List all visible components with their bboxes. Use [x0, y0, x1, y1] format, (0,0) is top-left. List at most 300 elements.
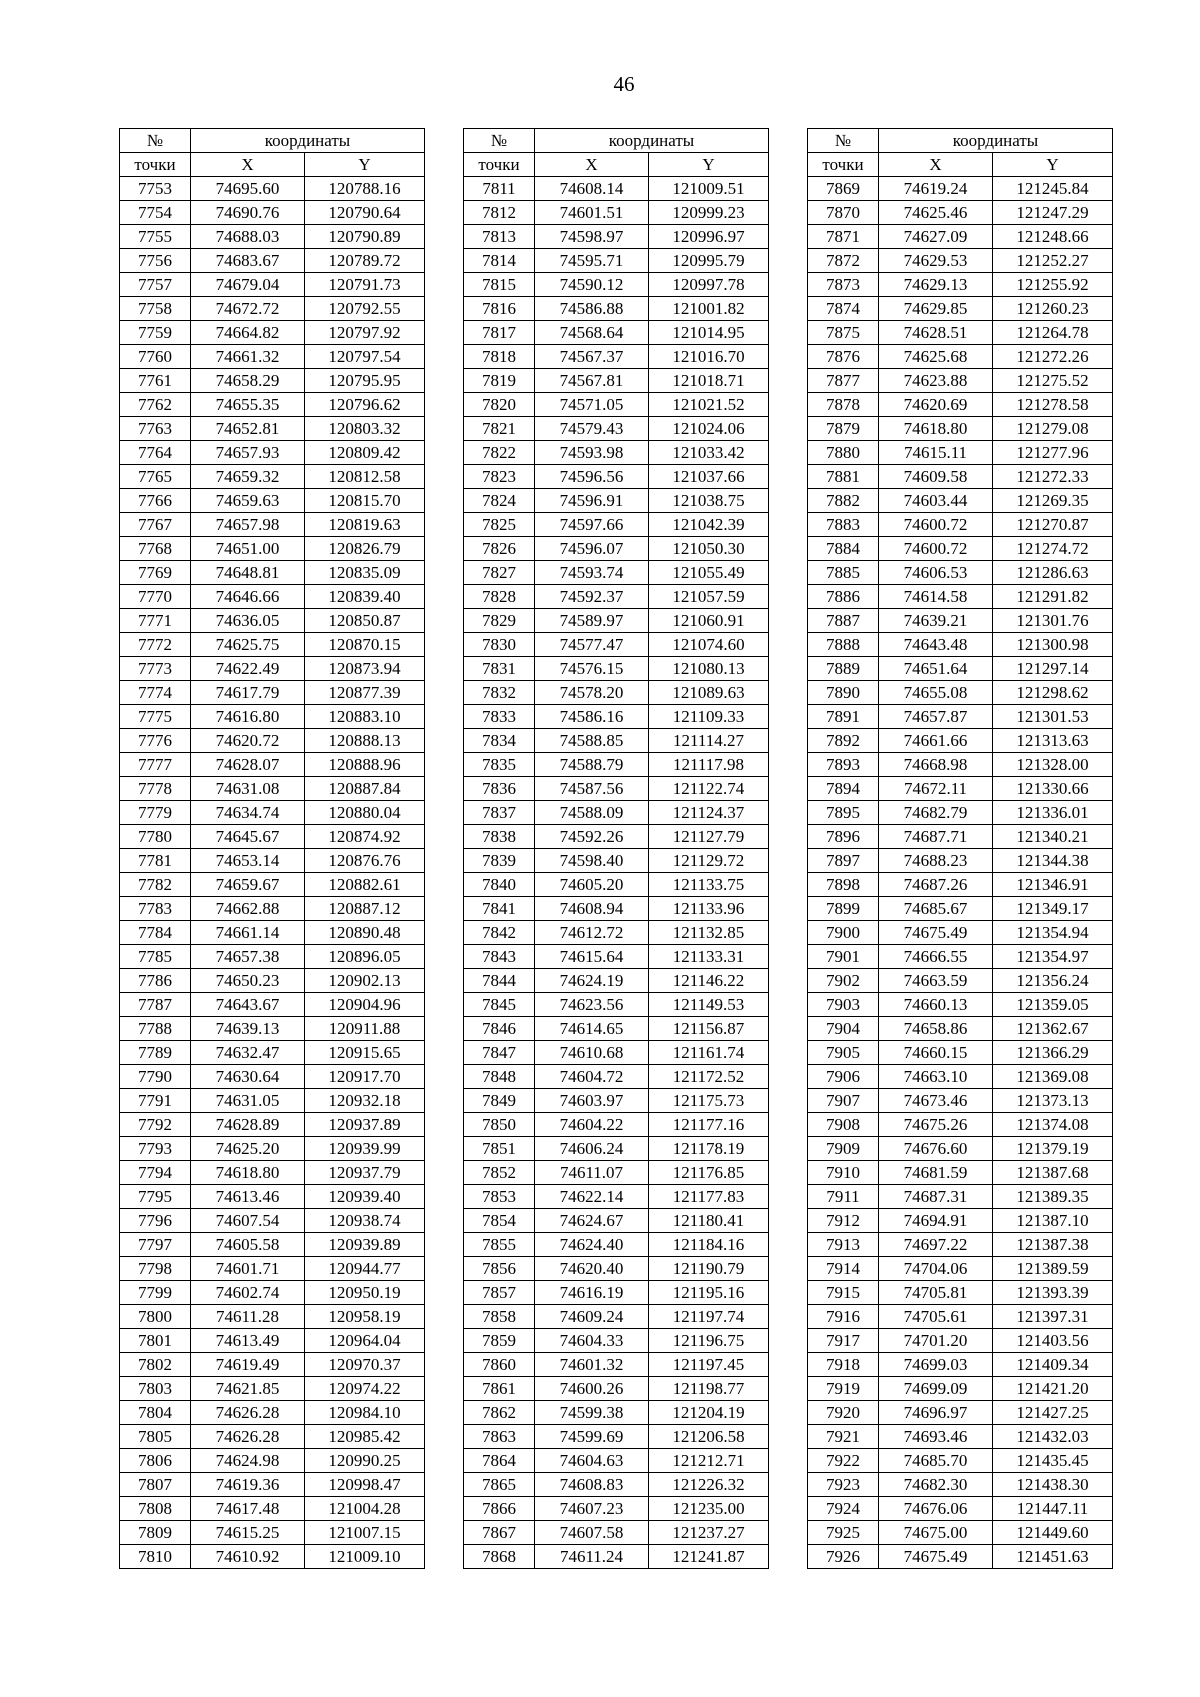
point-number-cell: 7912	[808, 1209, 879, 1233]
y-coordinate-cell: 121014.95	[649, 321, 769, 345]
point-number-cell: 7847	[464, 1041, 535, 1065]
point-number-cell: 7867	[464, 1521, 535, 1545]
x-coordinate-cell: 74672.11	[879, 777, 993, 801]
table-row	[464, 969, 769, 993]
point-number-cell: 7826	[464, 537, 535, 561]
point-number-cell: 7921	[808, 1425, 879, 1449]
y-coordinate-cell: 120939.89	[305, 1233, 425, 1257]
point-number-cell: 7856	[464, 1257, 535, 1281]
y-coordinate-cell: 120937.89	[305, 1113, 425, 1137]
x-coordinate-cell: 74681.59	[879, 1161, 993, 1185]
point-number-cell: 7848	[464, 1065, 535, 1089]
point-number-cell: 7827	[464, 561, 535, 585]
x-coordinate-cell: 74655.35	[191, 393, 305, 417]
y-coordinate-cell: 121373.13	[993, 1089, 1113, 1113]
table-row	[808, 1353, 1113, 1377]
point-number-cell: 7890	[808, 681, 879, 705]
point-number-cell: 7918	[808, 1353, 879, 1377]
x-coordinate-cell: 74694.91	[879, 1209, 993, 1233]
y-coordinate-cell: 121114.27	[649, 729, 769, 753]
y-coordinate-cell: 121176.85	[649, 1161, 769, 1185]
y-coordinate-cell: 121275.52	[993, 369, 1113, 393]
y-coordinate-cell: 121009.10	[305, 1545, 425, 1569]
point-number-cell: 7784	[120, 921, 191, 945]
x-coordinate-cell: 74660.13	[879, 993, 993, 1017]
y-coordinate-cell: 121172.52	[649, 1065, 769, 1089]
point-number-cell: 7919	[808, 1377, 879, 1401]
point-number-cell: 7885	[808, 561, 879, 585]
point-number-cell: 7803	[120, 1377, 191, 1401]
y-coordinate-cell: 121133.75	[649, 873, 769, 897]
point-number-cell: 7788	[120, 1017, 191, 1041]
point-number-cell: 7844	[464, 969, 535, 993]
table-row	[120, 345, 425, 369]
y-coordinate-cell: 120790.64	[305, 201, 425, 225]
table-row	[464, 1065, 769, 1089]
table-row	[808, 369, 1113, 393]
table-row	[120, 1209, 425, 1233]
table-row	[808, 1017, 1113, 1041]
x-coordinate-cell: 74607.54	[191, 1209, 305, 1233]
x-coordinate-cell: 74632.47	[191, 1041, 305, 1065]
table-row	[120, 1521, 425, 1545]
table-row	[464, 417, 769, 441]
point-number-cell: 7882	[808, 489, 879, 513]
y-coordinate-cell: 121387.68	[993, 1161, 1113, 1185]
point-number-cell: 7836	[464, 777, 535, 801]
y-coordinate-cell: 120915.65	[305, 1041, 425, 1065]
y-coordinate-cell: 121344.38	[993, 849, 1113, 873]
y-coordinate-cell: 121133.31	[649, 945, 769, 969]
point-number-cell: 7792	[120, 1113, 191, 1137]
x-coordinate-cell: 74628.51	[879, 321, 993, 345]
y-coordinate-cell: 121033.42	[649, 441, 769, 465]
point-number-cell: 7871	[808, 225, 879, 249]
table-body	[120, 177, 425, 1569]
x-coordinate-cell: 74592.26	[535, 825, 649, 849]
table-row	[120, 321, 425, 345]
x-coordinate-cell: 74629.13	[879, 273, 993, 297]
x-coordinate-cell: 74661.32	[191, 345, 305, 369]
x-coordinate-cell: 74662.88	[191, 897, 305, 921]
x-coordinate-cell: 74675.26	[879, 1113, 993, 1137]
point-number-cell: 7780	[120, 825, 191, 849]
point-number-cell: 7840	[464, 873, 535, 897]
y-coordinate-cell: 121269.35	[993, 489, 1113, 513]
point-number-cell: 7874	[808, 297, 879, 321]
point-number-cell: 7817	[464, 321, 535, 345]
x-coordinate-cell: 74617.79	[191, 681, 305, 705]
point-number-cell: 7835	[464, 753, 535, 777]
x-coordinate-cell: 74571.05	[535, 393, 649, 417]
y-coordinate-cell: 121037.66	[649, 465, 769, 489]
x-coordinate-cell: 74664.82	[191, 321, 305, 345]
point-number-cell: 7753	[120, 177, 191, 201]
point-number-cell: 7769	[120, 561, 191, 585]
y-coordinate-cell: 121409.34	[993, 1353, 1113, 1377]
y-coordinate-cell: 120882.61	[305, 873, 425, 897]
table-row	[808, 345, 1113, 369]
point-number-cell: 7764	[120, 441, 191, 465]
point-number-cell: 7772	[120, 633, 191, 657]
x-coordinate-cell: 74660.15	[879, 1041, 993, 1065]
y-coordinate-cell: 121204.19	[649, 1401, 769, 1425]
y-coordinate-cell: 121212.71	[649, 1449, 769, 1473]
table-row	[464, 537, 769, 561]
table-row	[120, 1329, 425, 1353]
y-coordinate-cell: 121241.87	[649, 1545, 769, 1569]
point-number-cell: 7816	[464, 297, 535, 321]
x-coordinate-cell: 74699.03	[879, 1353, 993, 1377]
table-row	[120, 777, 425, 801]
y-coordinate-cell: 120795.95	[305, 369, 425, 393]
point-number-cell: 7900	[808, 921, 879, 945]
table-row	[808, 1041, 1113, 1065]
table-row	[808, 1305, 1113, 1329]
y-coordinate-cell: 121340.21	[993, 825, 1113, 849]
x-coordinate-cell: 74589.97	[535, 609, 649, 633]
x-coordinate-cell: 74620.40	[535, 1257, 649, 1281]
table-row	[464, 1137, 769, 1161]
point-number-cell: 7908	[808, 1113, 879, 1137]
y-coordinate-cell: 121379.19	[993, 1137, 1113, 1161]
y-coordinate-cell: 120939.99	[305, 1137, 425, 1161]
table-row	[464, 249, 769, 273]
table-row	[808, 1257, 1113, 1281]
table-row	[464, 753, 769, 777]
x-coordinate-cell: 74687.71	[879, 825, 993, 849]
y-coordinate-cell: 120819.63	[305, 513, 425, 537]
table-row	[464, 225, 769, 249]
point-number-cell: 7787	[120, 993, 191, 1017]
point-number-cell: 7791	[120, 1089, 191, 1113]
y-coordinate-cell: 121301.76	[993, 609, 1113, 633]
y-coordinate-cell: 121074.60	[649, 633, 769, 657]
table-row	[808, 273, 1113, 297]
point-number-cell: 7875	[808, 321, 879, 345]
point-number-cell: 7766	[120, 489, 191, 513]
point-number-cell: 7829	[464, 609, 535, 633]
point-number-cell: 7830	[464, 633, 535, 657]
x-coordinate-cell: 74705.81	[879, 1281, 993, 1305]
x-coordinate-cell: 74611.28	[191, 1305, 305, 1329]
table-body	[808, 177, 1113, 1569]
point-number-cell: 7832	[464, 681, 535, 705]
point-number-cell: 7906	[808, 1065, 879, 1089]
y-coordinate-cell: 121389.59	[993, 1257, 1113, 1281]
point-number-cell: 7800	[120, 1305, 191, 1329]
y-coordinate-cell: 121438.30	[993, 1473, 1113, 1497]
table-row	[120, 537, 425, 561]
point-number-cell: 7863	[464, 1425, 535, 1449]
y-coordinate-cell: 121286.63	[993, 561, 1113, 585]
point-number-cell: 7903	[808, 993, 879, 1017]
y-coordinate-cell: 121190.79	[649, 1257, 769, 1281]
point-number-cell: 7925	[808, 1521, 879, 1545]
x-coordinate-cell: 74629.85	[879, 297, 993, 321]
x-coordinate-cell: 74685.67	[879, 897, 993, 921]
table-row	[464, 1233, 769, 1257]
table-row	[120, 441, 425, 465]
y-coordinate-cell: 120995.79	[649, 249, 769, 273]
table-row	[808, 777, 1113, 801]
y-coordinate-cell: 121264.78	[993, 321, 1113, 345]
table-row	[808, 1401, 1113, 1425]
x-coordinate-cell: 74625.20	[191, 1137, 305, 1161]
table-row	[808, 1329, 1113, 1353]
point-number-cell: 7775	[120, 705, 191, 729]
point-number-cell: 7814	[464, 249, 535, 273]
table-row	[464, 1497, 769, 1521]
table-row	[464, 1257, 769, 1281]
x-coordinate-cell: 74688.03	[191, 225, 305, 249]
x-coordinate-cell: 74608.14	[535, 177, 649, 201]
x-coordinate-cell: 74630.64	[191, 1065, 305, 1089]
x-coordinate-cell: 74682.79	[879, 801, 993, 825]
y-coordinate-cell: 120877.39	[305, 681, 425, 705]
point-number-cell: 7886	[808, 585, 879, 609]
x-coordinate-cell: 74625.68	[879, 345, 993, 369]
y-coordinate-cell: 120896.05	[305, 945, 425, 969]
y-coordinate-cell: 121354.97	[993, 945, 1113, 969]
x-coordinate-cell: 74636.05	[191, 609, 305, 633]
point-number-cell: 7860	[464, 1353, 535, 1377]
table-row	[120, 1185, 425, 1209]
table-row	[120, 825, 425, 849]
point-number-cell: 7914	[808, 1257, 879, 1281]
x-coordinate-cell: 74578.20	[535, 681, 649, 705]
x-coordinate-cell: 74639.21	[879, 609, 993, 633]
table-row	[464, 609, 769, 633]
x-coordinate-cell: 74604.72	[535, 1065, 649, 1089]
table-row	[808, 417, 1113, 441]
table-row	[808, 729, 1113, 753]
x-coordinate-cell: 74601.32	[535, 1353, 649, 1377]
y-coordinate-cell: 120890.48	[305, 921, 425, 945]
x-coordinate-cell: 74604.33	[535, 1329, 649, 1353]
table-row	[464, 1305, 769, 1329]
y-coordinate-cell: 121245.84	[993, 177, 1113, 201]
y-coordinate-cell: 120888.13	[305, 729, 425, 753]
x-coordinate-cell: 74614.65	[535, 1017, 649, 1041]
table-row	[120, 1401, 425, 1425]
y-coordinate-cell: 120950.19	[305, 1281, 425, 1305]
x-coordinate-cell: 74626.28	[191, 1401, 305, 1425]
y-coordinate-cell: 121149.53	[649, 993, 769, 1017]
table-row	[120, 849, 425, 873]
point-number-cell: 7763	[120, 417, 191, 441]
table-row	[808, 561, 1113, 585]
table-row	[120, 1089, 425, 1113]
y-coordinate-cell: 121235.00	[649, 1497, 769, 1521]
y-coordinate-cell: 121109.33	[649, 705, 769, 729]
point-number-cell: 7888	[808, 633, 879, 657]
y-coordinate-cell: 121346.91	[993, 873, 1113, 897]
y-coordinate-cell: 120812.58	[305, 465, 425, 489]
x-coordinate-cell: 74634.74	[191, 801, 305, 825]
x-coordinate-cell: 74687.31	[879, 1185, 993, 1209]
point-number-cell: 7759	[120, 321, 191, 345]
y-coordinate-cell: 120809.42	[305, 441, 425, 465]
x-coordinate-cell: 74605.20	[535, 873, 649, 897]
point-number-cell: 7796	[120, 1209, 191, 1233]
x-coordinate-cell: 74623.56	[535, 993, 649, 1017]
y-coordinate-cell: 121272.33	[993, 465, 1113, 489]
table-row	[120, 873, 425, 897]
x-coordinate-cell: 74696.97	[879, 1401, 993, 1425]
table-row	[120, 1473, 425, 1497]
point-number-cell: 7845	[464, 993, 535, 1017]
y-coordinate-cell: 120873.94	[305, 657, 425, 681]
x-coordinate-cell: 74651.64	[879, 657, 993, 681]
y-coordinate-cell: 121297.14	[993, 657, 1113, 681]
table-row	[464, 489, 769, 513]
table-row	[808, 897, 1113, 921]
point-number-cell: 7773	[120, 657, 191, 681]
y-coordinate-cell: 121278.58	[993, 393, 1113, 417]
table-row	[464, 921, 769, 945]
point-number-cell: 7824	[464, 489, 535, 513]
table-row	[464, 657, 769, 681]
y-coordinate-cell: 121042.39	[649, 513, 769, 537]
coordinates-header: координаты	[191, 129, 425, 153]
point-number-cell: 7786	[120, 969, 191, 993]
point-number-cell: 7807	[120, 1473, 191, 1497]
y-coordinate-cell: 120990.25	[305, 1449, 425, 1473]
table-row	[120, 801, 425, 825]
y-coordinate-cell: 121080.13	[649, 657, 769, 681]
x-coordinate-cell: 74613.46	[191, 1185, 305, 1209]
table-row	[808, 465, 1113, 489]
x-coordinate-cell: 74663.10	[879, 1065, 993, 1089]
point-number-cell: 7894	[808, 777, 879, 801]
table-row	[120, 609, 425, 633]
x-coordinate-cell: 74659.67	[191, 873, 305, 897]
x-coordinate-cell: 74701.20	[879, 1329, 993, 1353]
table-row	[464, 1113, 769, 1137]
table-row	[120, 1233, 425, 1257]
x-coordinate-cell: 74592.37	[535, 585, 649, 609]
x-coordinate-cell: 74621.85	[191, 1377, 305, 1401]
table-row	[120, 1497, 425, 1521]
table-row	[120, 1161, 425, 1185]
y-coordinate-cell: 121397.31	[993, 1305, 1113, 1329]
y-coordinate-cell: 121336.01	[993, 801, 1113, 825]
point-number-cell: 7837	[464, 801, 535, 825]
x-coordinate-cell: 74675.49	[879, 1545, 993, 1569]
x-coordinate-cell: 74626.28	[191, 1425, 305, 1449]
point-number-cell: 7858	[464, 1305, 535, 1329]
y-coordinate-cell: 121274.72	[993, 537, 1113, 561]
y-coordinate-cell: 121177.16	[649, 1113, 769, 1137]
y-coordinate-cell: 120888.96	[305, 753, 425, 777]
point-label-header: точки	[808, 153, 879, 177]
point-number-cell: 7909	[808, 1137, 879, 1161]
point-number-cell: 7758	[120, 297, 191, 321]
table-row	[120, 561, 425, 585]
table-row	[808, 225, 1113, 249]
point-number-cell: 7774	[120, 681, 191, 705]
y-coordinate-cell: 121156.87	[649, 1017, 769, 1041]
y-coordinate-cell: 120887.84	[305, 777, 425, 801]
point-number-cell: 7869	[808, 177, 879, 201]
table-row	[464, 441, 769, 465]
table-row	[808, 1065, 1113, 1089]
y-coordinate-cell: 120850.87	[305, 609, 425, 633]
table-row	[120, 489, 425, 513]
table-row	[120, 513, 425, 537]
point-number-cell: 7790	[120, 1065, 191, 1089]
point-number-cell: 7782	[120, 873, 191, 897]
x-coordinate-cell: 74609.58	[879, 465, 993, 489]
y-coordinate-cell: 121197.45	[649, 1353, 769, 1377]
point-number-cell: 7853	[464, 1185, 535, 1209]
y-coordinate-cell: 121356.24	[993, 969, 1113, 993]
point-number-cell: 7859	[464, 1329, 535, 1353]
table-row	[464, 1545, 769, 1569]
point-number-cell: 7920	[808, 1401, 879, 1425]
x-coordinate-cell: 74651.00	[191, 537, 305, 561]
x-coordinate-cell: 74685.70	[879, 1449, 993, 1473]
x-coordinate-cell: 74699.09	[879, 1377, 993, 1401]
x-coordinate-cell: 74659.32	[191, 465, 305, 489]
table-row	[464, 729, 769, 753]
point-number-header: №	[808, 129, 879, 153]
y-coordinate-cell: 121369.08	[993, 1065, 1113, 1089]
table-row	[464, 801, 769, 825]
table-row	[464, 177, 769, 201]
y-coordinate-cell: 121403.56	[993, 1329, 1113, 1353]
point-number-cell: 7881	[808, 465, 879, 489]
table-row	[808, 849, 1113, 873]
table-row	[464, 1209, 769, 1233]
x-coordinate-cell: 74675.49	[879, 921, 993, 945]
x-coordinate-cell: 74588.85	[535, 729, 649, 753]
table-row	[464, 1353, 769, 1377]
y-coordinate-cell: 120790.89	[305, 225, 425, 249]
point-number-cell: 7797	[120, 1233, 191, 1257]
table-row	[808, 657, 1113, 681]
y-coordinate-cell: 120970.37	[305, 1353, 425, 1377]
point-number-cell: 7899	[808, 897, 879, 921]
y-coordinate-cell: 121298.62	[993, 681, 1113, 705]
y-coordinate-cell: 120974.22	[305, 1377, 425, 1401]
point-number-cell: 7879	[808, 417, 879, 441]
x-coordinate-cell: 74705.61	[879, 1305, 993, 1329]
point-number-cell: 7757	[120, 273, 191, 297]
x-coordinate-cell: 74568.64	[535, 321, 649, 345]
table-row	[464, 825, 769, 849]
table-row	[808, 825, 1113, 849]
table-row	[808, 1209, 1113, 1233]
x-coordinate-cell: 74679.04	[191, 273, 305, 297]
point-number-cell: 7841	[464, 897, 535, 921]
table-row	[120, 705, 425, 729]
table-row	[808, 1089, 1113, 1113]
x-coordinate-cell: 74629.53	[879, 249, 993, 273]
x-coordinate-cell: 74693.46	[879, 1425, 993, 1449]
x-coordinate-cell: 74606.24	[535, 1137, 649, 1161]
x-coordinate-cell: 74599.38	[535, 1401, 649, 1425]
point-number-cell: 7802	[120, 1353, 191, 1377]
x-coordinate-cell: 74625.46	[879, 201, 993, 225]
point-number-cell: 7825	[464, 513, 535, 537]
table-row	[808, 801, 1113, 825]
point-number-cell: 7820	[464, 393, 535, 417]
table-row	[808, 1473, 1113, 1497]
point-number-cell: 7765	[120, 465, 191, 489]
x-coordinate-cell: 74588.79	[535, 753, 649, 777]
